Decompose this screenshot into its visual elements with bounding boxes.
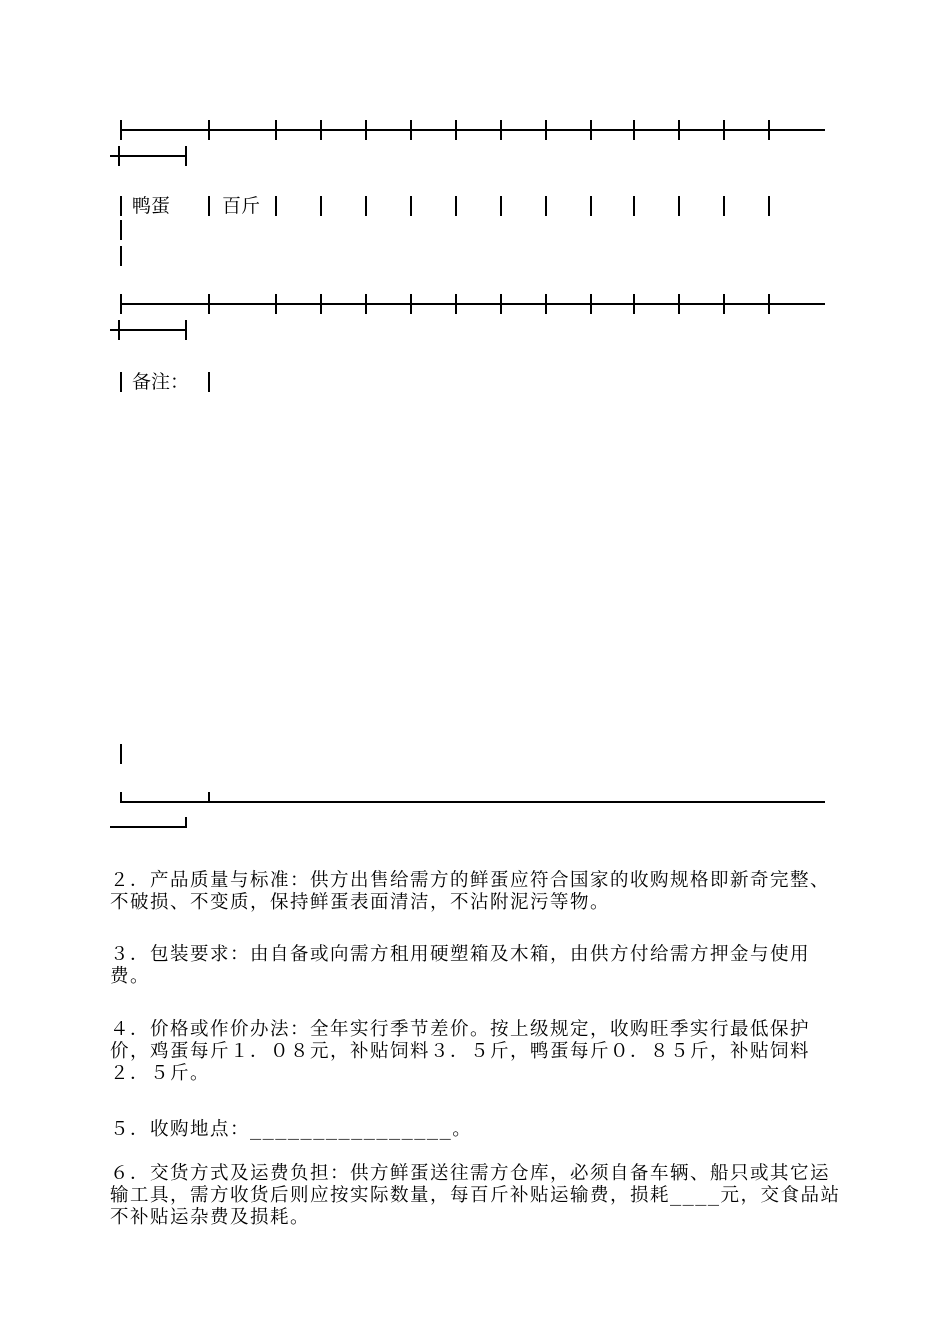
product-cell: 鸭蛋	[132, 195, 171, 217]
clause-quality-standard: ２．产品质量与标准：供方出售给需方的鲜蛋应符合国家的收购规格即新奇完整、不破损、不变质，保持鲜蛋表面清洁，不沾附泥污等物。	[110, 870, 831, 913]
clause-delivery: ６．交货方式及运费负担：供方鲜蛋送往需方仓库，必须自备车辆、船只或其它运输工具，需方收货后则应按实际数量，每百斤补贴运输费，损耗____元，交食品站不补贴运杂费及损耗。	[110, 1163, 841, 1228]
unit-cell: 百斤	[222, 195, 261, 217]
remarks-label: 备注：	[132, 371, 190, 393]
clause-packaging: ３．包装要求：由自备或向需方租用硬塑箱及木箱，由供方付给需方押金与使用费。	[110, 944, 811, 987]
clause-purchase-location: ５．收购地点：________________。	[110, 1119, 473, 1140]
clause-pricing: ４．价格或作价办法：全年实行季节差价。按上级规定，收购旺季实行最低保护价，鸡蛋每斤１．０８元，补贴饲料３．５斤，鸭蛋每斤０．８５斤，补贴饲料２．５斤。	[110, 1019, 811, 1084]
